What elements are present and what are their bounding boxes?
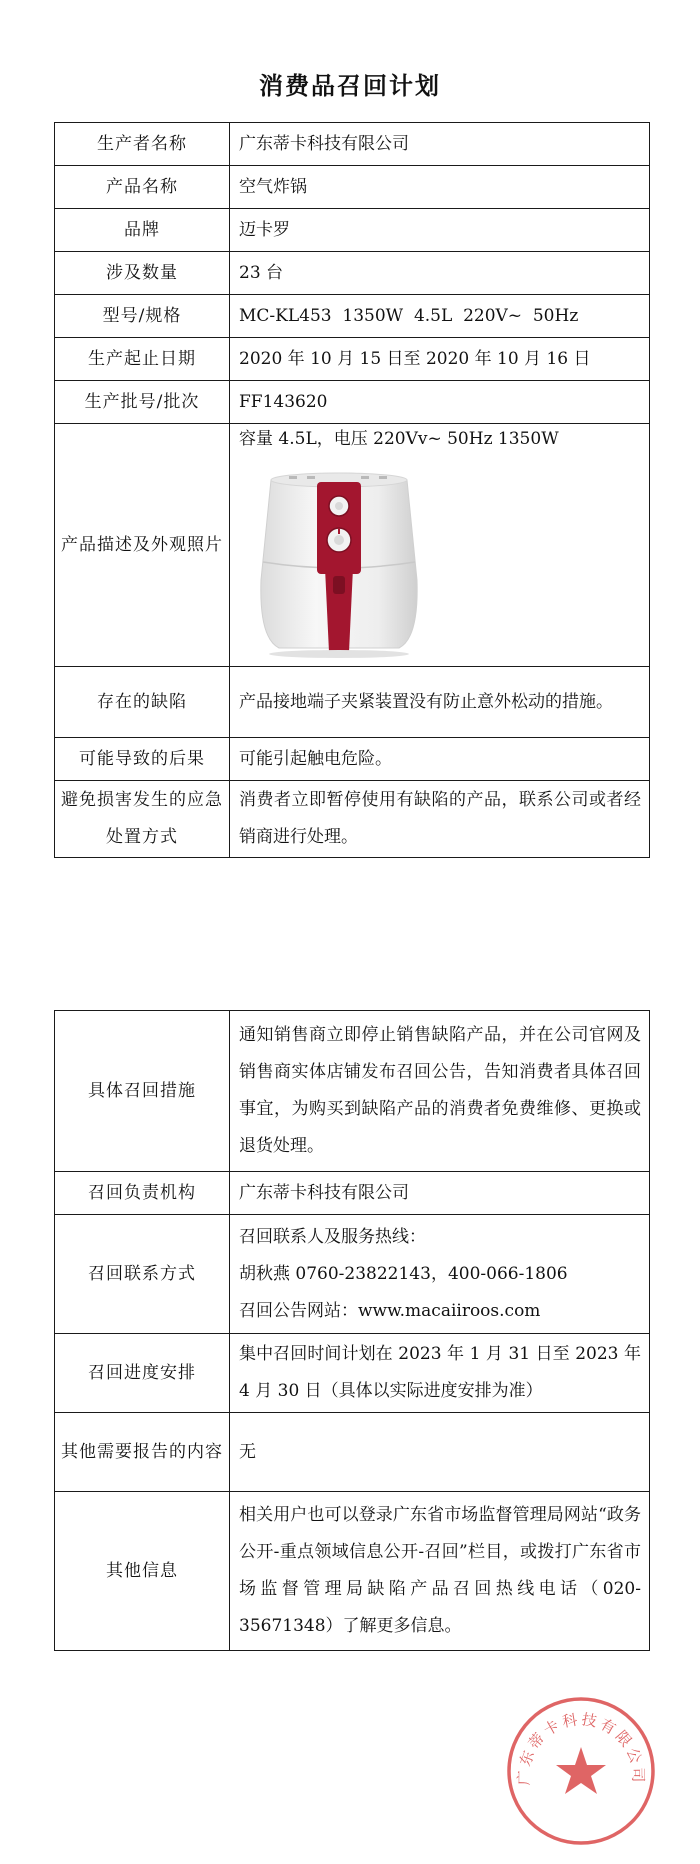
- row-value: 迈卡罗: [230, 209, 650, 252]
- contact-phone: 胡秋燕 0760-23822143，400-066-1806: [239, 1263, 568, 1284]
- row-value: 通知销售商立即停止销售缺陷产品，并在公司官网及销售商实体店铺发布召回公告，告知消费者具体召回事宜，为购买到缺陷产品的消费者免费维修、更换或退货处理。: [230, 1011, 650, 1172]
- row-value: 23 台: [230, 252, 650, 295]
- star-icon: [556, 1747, 606, 1794]
- contact-line: 召回联系人及服务热线：: [239, 1226, 426, 1247]
- table-row: [55, 295, 650, 338]
- row-label: 产品描述及外观照片: [55, 424, 230, 667]
- recall-info-table: [54, 122, 650, 858]
- row-value: MC-KL453 1350W 4.5L 220V~ 50Hz: [230, 295, 650, 338]
- row-value: 空气炸锅: [230, 166, 650, 209]
- table-row: [55, 252, 650, 295]
- company-seal-stamp: [505, 1695, 657, 1847]
- row-value: 产品接地端子夹紧装置没有防止意外松动的措施。: [230, 667, 650, 738]
- svg-text:广东蒂卡科技有限公司: 广东蒂卡科技有限公司: [514, 1710, 648, 1786]
- row-value: FF143620: [230, 381, 650, 424]
- row-label: 产品名称: [55, 166, 230, 209]
- air-fryer-photo: [249, 462, 429, 660]
- row-label: 生产起止日期: [55, 338, 230, 381]
- table-row: [55, 1413, 650, 1492]
- table-row: [55, 738, 650, 781]
- row-value: 可能引起触电危险。: [230, 738, 650, 781]
- row-label: 其他信息: [55, 1492, 230, 1651]
- row-label: 召回负责机构: [55, 1172, 230, 1215]
- row-value: 2020 年 10 月 15 日至 2020 年 10 月 16 日: [230, 338, 650, 381]
- table-row: [55, 667, 650, 738]
- row-label: 生产批号/批次: [55, 381, 230, 424]
- table-row: [55, 166, 650, 209]
- table-row: [55, 381, 650, 424]
- row-value-contact: [230, 1215, 650, 1334]
- table-row: [55, 1215, 650, 1334]
- recall-measures-table: [54, 1010, 650, 1651]
- row-label: 其他需要报告的内容: [55, 1413, 230, 1492]
- product-description: 容量 4.5L，电压 220Vv~ 50Hz 1350W: [239, 429, 559, 449]
- row-label: 涉及数量: [55, 252, 230, 295]
- row-label: 品牌: [55, 209, 230, 252]
- contact-website: 召回公告网站：www.macaiiroos.com: [239, 1300, 541, 1321]
- row-label: 型号/规格: [55, 295, 230, 338]
- row-label: 召回进度安排: [55, 1334, 230, 1413]
- row-value: 广东蒂卡科技有限公司: [230, 123, 650, 166]
- row-value: 无: [230, 1413, 650, 1492]
- table-row: [55, 123, 650, 166]
- table-row: [55, 1492, 650, 1651]
- table-row: [55, 338, 650, 381]
- table-row: [55, 1172, 650, 1215]
- row-value: 消费者立即暂停使用有缺陷的产品，联系公司或者经销商进行处理。: [230, 781, 650, 858]
- row-label: 可能导致的后果: [55, 738, 230, 781]
- row-value: 相关用户也可以登录广东省市场监督管理局网站“政务公开-重点领域信息公开-召回”栏目，或拨打广东省市场监督管理局缺陷产品召回热线电话（020-35671348）了解更多信息。: [230, 1492, 650, 1651]
- table-row: [55, 781, 650, 858]
- row-label: 避免损害发生的应急处置方式: [55, 781, 230, 858]
- row-label: 具体召回措施: [55, 1011, 230, 1172]
- table-row: [55, 209, 650, 252]
- table-row: [55, 424, 650, 667]
- row-value: 广东蒂卡科技有限公司: [230, 1172, 650, 1215]
- row-label: 存在的缺陷: [55, 667, 230, 738]
- row-label: 召回联系方式: [55, 1215, 230, 1334]
- row-label: 生产者名称: [55, 123, 230, 166]
- table-row: [55, 1334, 650, 1413]
- row-value: 集中召回时间计划在 2023 年 1 月 31 日至 2023 年 4 月 30 日（具体以实际进度安排为准）: [230, 1334, 650, 1413]
- page-title: 消费品召回计划: [259, 72, 441, 100]
- row-value-with-photo: [230, 424, 650, 667]
- table-row: [55, 1011, 650, 1172]
